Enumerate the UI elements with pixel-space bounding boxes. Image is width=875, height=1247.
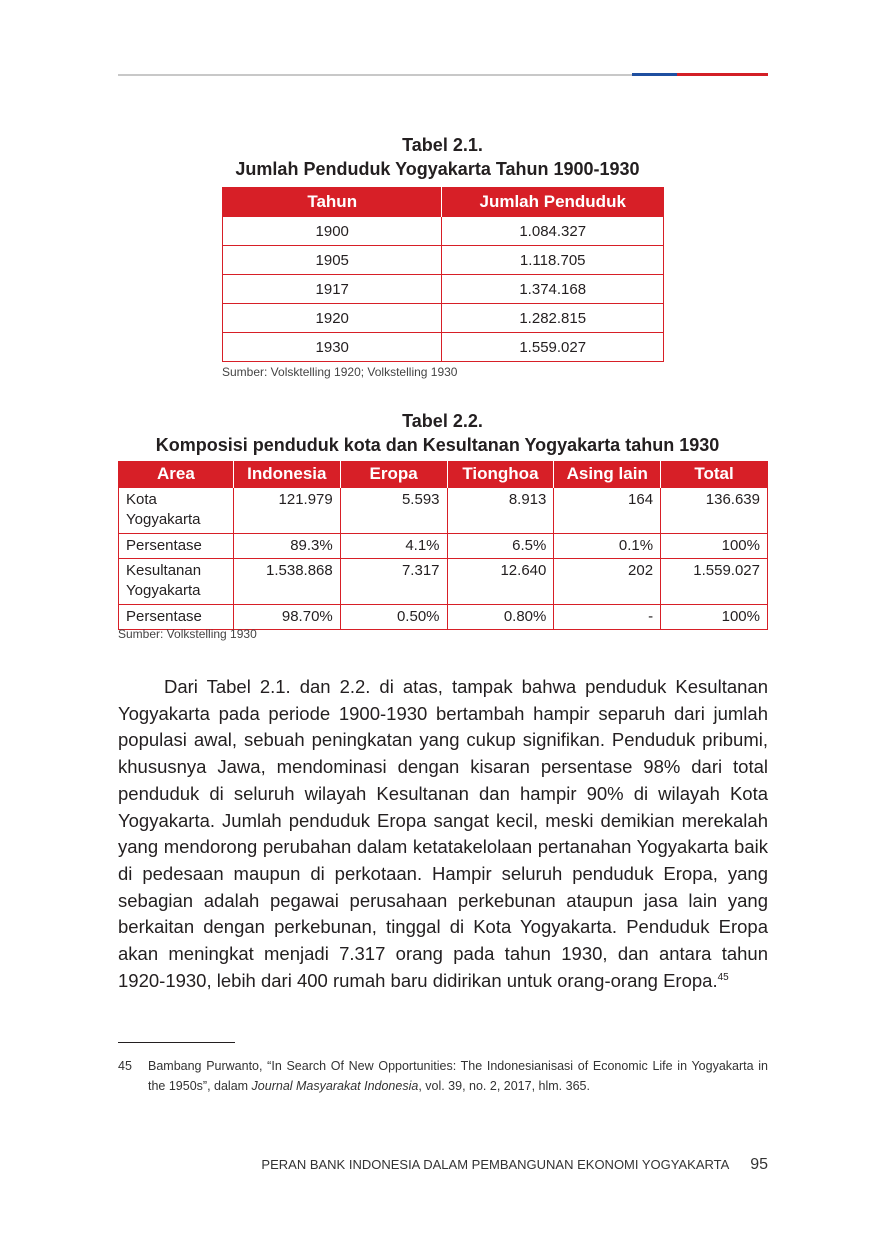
table1-source: Sumber: Volsktelling 1920; Volkstelling 1930: [222, 365, 458, 379]
table-row: [223, 246, 664, 275]
table-row: [119, 559, 768, 605]
column-header-area: Area: [119, 461, 234, 488]
table-row: [223, 304, 664, 333]
cell-area: Kota Yogyakarta: [119, 488, 234, 534]
cell-population: 1.084.327: [442, 217, 664, 246]
table1-caption: [0, 133, 875, 181]
population-table: [222, 187, 664, 362]
cell-population: 1.559.027: [442, 333, 664, 362]
cell-value: 121.979: [233, 488, 340, 534]
table2-label: Tabel 2.2.: [402, 411, 483, 431]
cell-year: 1920: [223, 304, 442, 333]
cell-value: 0.80%: [447, 605, 554, 630]
table2-title: Komposisi penduduk kota dan Kesultanan Yogyakarta tahun 1930: [155, 435, 720, 455]
header-rule-gray: [118, 74, 632, 76]
cell-area: Persentase: [119, 534, 234, 559]
table-row: [223, 333, 664, 362]
cell-population: 1.282.815: [442, 304, 664, 333]
cell-value: 12.640: [447, 559, 554, 605]
cell-value: 0.50%: [340, 605, 447, 630]
column-header-total: Total: [661, 461, 768, 488]
page-number: 95: [750, 1156, 768, 1173]
cell-value: 100%: [661, 534, 768, 559]
footnote-text: [148, 1056, 768, 1096]
cell-value: 1.559.027: [661, 559, 768, 605]
cell-value: 136.639: [661, 488, 768, 534]
body-paragraph: [118, 674, 768, 994]
table2-caption: [0, 409, 875, 457]
column-header-population: Jumlah Penduduk: [442, 187, 664, 217]
column-header-asing-lain: Asing lain: [554, 461, 661, 488]
header-rule: [118, 73, 768, 76]
cell-year: 1900: [223, 217, 442, 246]
footnote-reference[interactable]: 45: [717, 971, 729, 983]
cell-value: 1.538.868: [233, 559, 340, 605]
footnote-number: 45: [118, 1059, 132, 1073]
footnote-journal-title: Journal Masyarakat Indonesia: [251, 1079, 419, 1093]
table-header-row: [223, 187, 664, 217]
cell-value: 164: [554, 488, 661, 534]
header-rule-red: [677, 73, 768, 76]
cell-value: 6.5%: [447, 534, 554, 559]
cell-value: 4.1%: [340, 534, 447, 559]
cell-year: 1917: [223, 275, 442, 304]
footnote-text-after: , vol. 39, no. 2, 2017, hlm. 365.: [418, 1079, 590, 1093]
column-header-year: Tahun: [223, 187, 442, 217]
table1-title: Jumlah Penduduk Yogyakarta Tahun 1900-1930: [235, 159, 640, 179]
column-header-tionghoa: Tionghoa: [447, 461, 554, 488]
cell-value: 89.3%: [233, 534, 340, 559]
footnote: [118, 1056, 768, 1096]
cell-population: 1.374.168: [442, 275, 664, 304]
cell-value: 8.913: [447, 488, 554, 534]
footer-book-title: PERAN BANK INDONESIA DALAM PEMBANGUNAN EKONOMI YOGYAKARTA: [261, 1157, 729, 1172]
cell-value: 0.1%: [554, 534, 661, 559]
footnote-divider: [118, 1042, 235, 1043]
table-row: [223, 217, 664, 246]
table1-label: Tabel 2.1.: [402, 135, 483, 155]
cell-value: 202: [554, 559, 661, 605]
composition-table: [118, 461, 768, 630]
cell-area: Kesultanan Yogyakarta: [119, 559, 234, 605]
cell-value: -: [554, 605, 661, 630]
cell-value: 5.593: [340, 488, 447, 534]
table-row: [119, 488, 768, 534]
cell-value: 7.317: [340, 559, 447, 605]
header-rule-blue: [632, 73, 677, 76]
footnote-text-before: Bambang Purwanto, “In Search Of New Opportunities: The Indonesianisasi of Economic Life in Yogyakarta in the 1950s”, dalam: [148, 1059, 768, 1093]
table-row: [119, 605, 768, 630]
table-row: [223, 275, 664, 304]
cell-year: 1930: [223, 333, 442, 362]
cell-value: 100%: [661, 605, 768, 630]
cell-year: 1905: [223, 246, 442, 275]
cell-area: Persentase: [119, 605, 234, 630]
column-header-eropa: Eropa: [340, 461, 447, 488]
table-header-row: [119, 461, 768, 488]
table-row: [119, 534, 768, 559]
cell-value: 98.70%: [233, 605, 340, 630]
table2-source: Sumber: Volkstelling 1930: [118, 627, 257, 641]
page-footer: [261, 1156, 768, 1174]
column-header-indonesia: Indonesia: [233, 461, 340, 488]
body-paragraph-text: Dari Tabel 2.1. dan 2.2. di atas, tampak bahwa penduduk Kesultanan Yogyakarta pada periode 1900-1930 bertambah hampir separuh dari jumlah populasi awal, sebuah peningkatan yang cukup signifikan. Penduduk pribumi, khususnya Jawa, mendominasi dengan kisaran persentase 98% dari total penduduk di seluruh wilayah Kesultanan dan hampir 90% di wilayah Kota Yogyakarta. Jumlah penduduk Eropa sangat kecil, meski demikian merekalah yang mendorong perubahan dalam ketatakelolaan pertanahan Yogyakarta baik di pedesaan maupun di perkotaan. Hampir seluruh penduduk Eropa, yang sebagian adalah pegawai perusahaan perkebunan ataupun jasa lain yang berkaitan dengan perkebunan, tinggal di Kota Yogyakarta. Penduduk Eropa akan meningkat menjadi 7.317 orang pada tahun 1930, dan antara tahun 1920-1930, lebih dari 400 rumah baru didirikan untuk orang-orang Eropa.: [118, 676, 768, 991]
cell-population: 1.118.705: [442, 246, 664, 275]
